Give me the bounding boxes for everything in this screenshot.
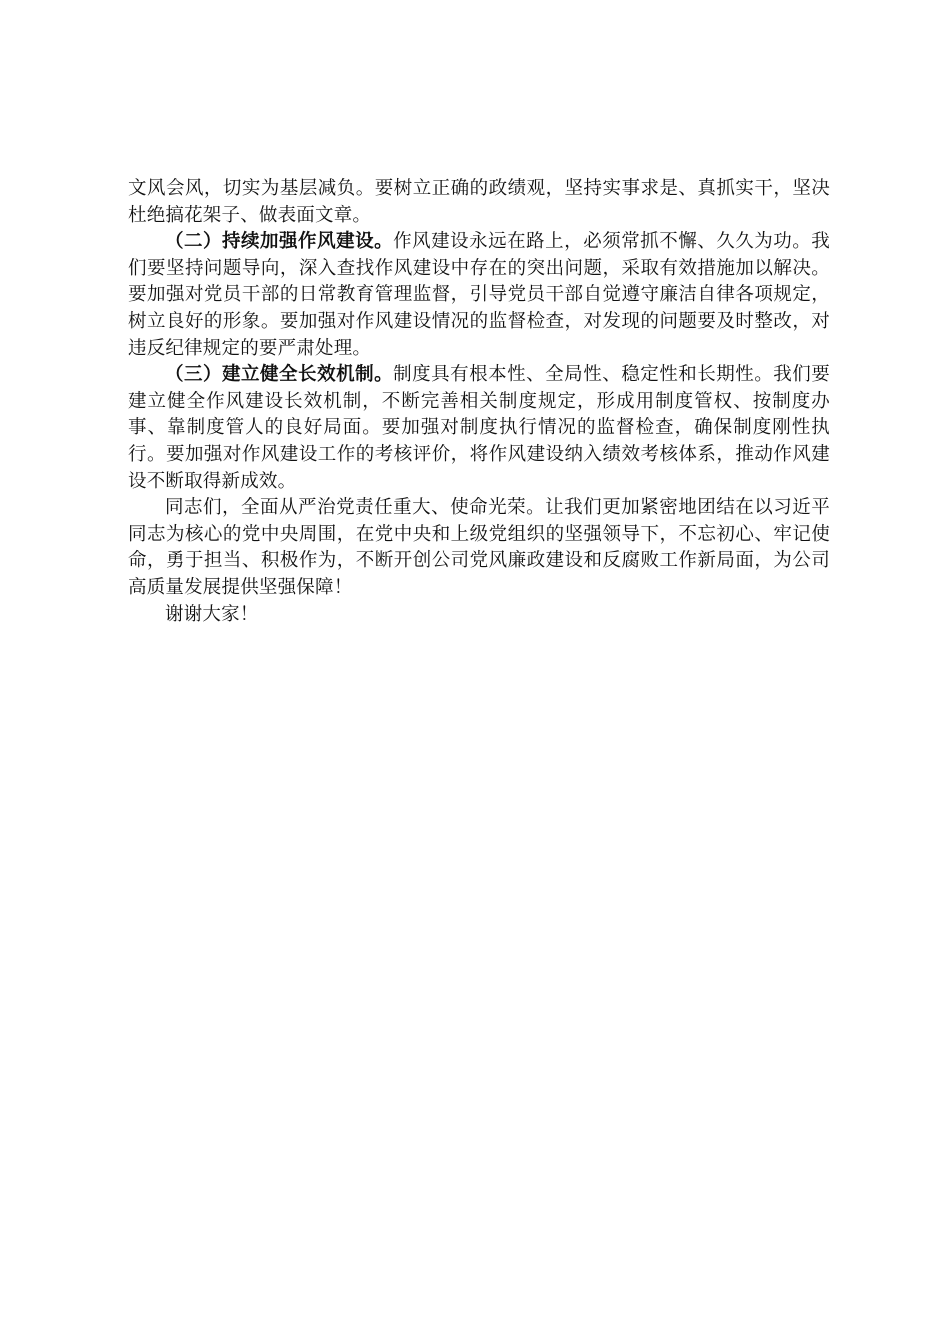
- paragraph-closing: [128, 495, 830, 601]
- document-body: [128, 176, 830, 628]
- paragraph-continuation: [128, 176, 830, 229]
- paragraph-text: 同志们，全面从严治党责任重大、使命光荣。让我们更加紧密地团结在以习近平同志为核心的党中央周围，在党中央和上级党组织的坚强领导下，不忘初心、牢记使命，勇于担当、积极作为，不断开创公司党风廉政建设和反腐败工作新局面，为公司高质量发展提供坚强保障！: [128, 497, 830, 598]
- paragraph-text: 制度具有根本性、全局性、稳定性和长期性。我们要建立健全作风建设长效机制，不断完善相关制度规定，形成用制度管权、按制度办事、靠制度管人的良好局面。要加强对制度执行情况的监督检查，确保制度刚性执行。要加强对作风建设工作的考核评价，将作风建设纳入绩效考核体系，推动作风建设不断取得新成效。: [128, 364, 830, 492]
- section-heading-three: （三）建立健全长效机制。: [165, 364, 394, 386]
- paragraph-thanks: [128, 602, 830, 629]
- paragraph-section-three: [128, 362, 830, 495]
- paragraph-section-two: [128, 229, 830, 362]
- paragraph-text: 谢谢大家！: [165, 603, 259, 625]
- paragraph-text: 文风会风，切实为基层减负。要树立正确的政绩观，坚持实事求是、真抓实干，坚决杜绝搞花架子、做表面文章。: [128, 178, 830, 226]
- paragraph-text: 作风建设永远在路上，必须常抓不懈、久久为功。我们要坚持问题导向，深入查找作风建设中存在的突出问题，采取有效措施加以解决。要加强对党员干部的日常教育管理监督，引导党员干部自觉遵守廉洁自律各项规定，树立良好的形象。要加强对作风建设情况的监督检查，对发现的问题要及时整改，对违反纪律规定的要严肃处理。: [128, 231, 830, 359]
- section-heading-two: （二）持续加强作风建设。: [165, 231, 394, 253]
